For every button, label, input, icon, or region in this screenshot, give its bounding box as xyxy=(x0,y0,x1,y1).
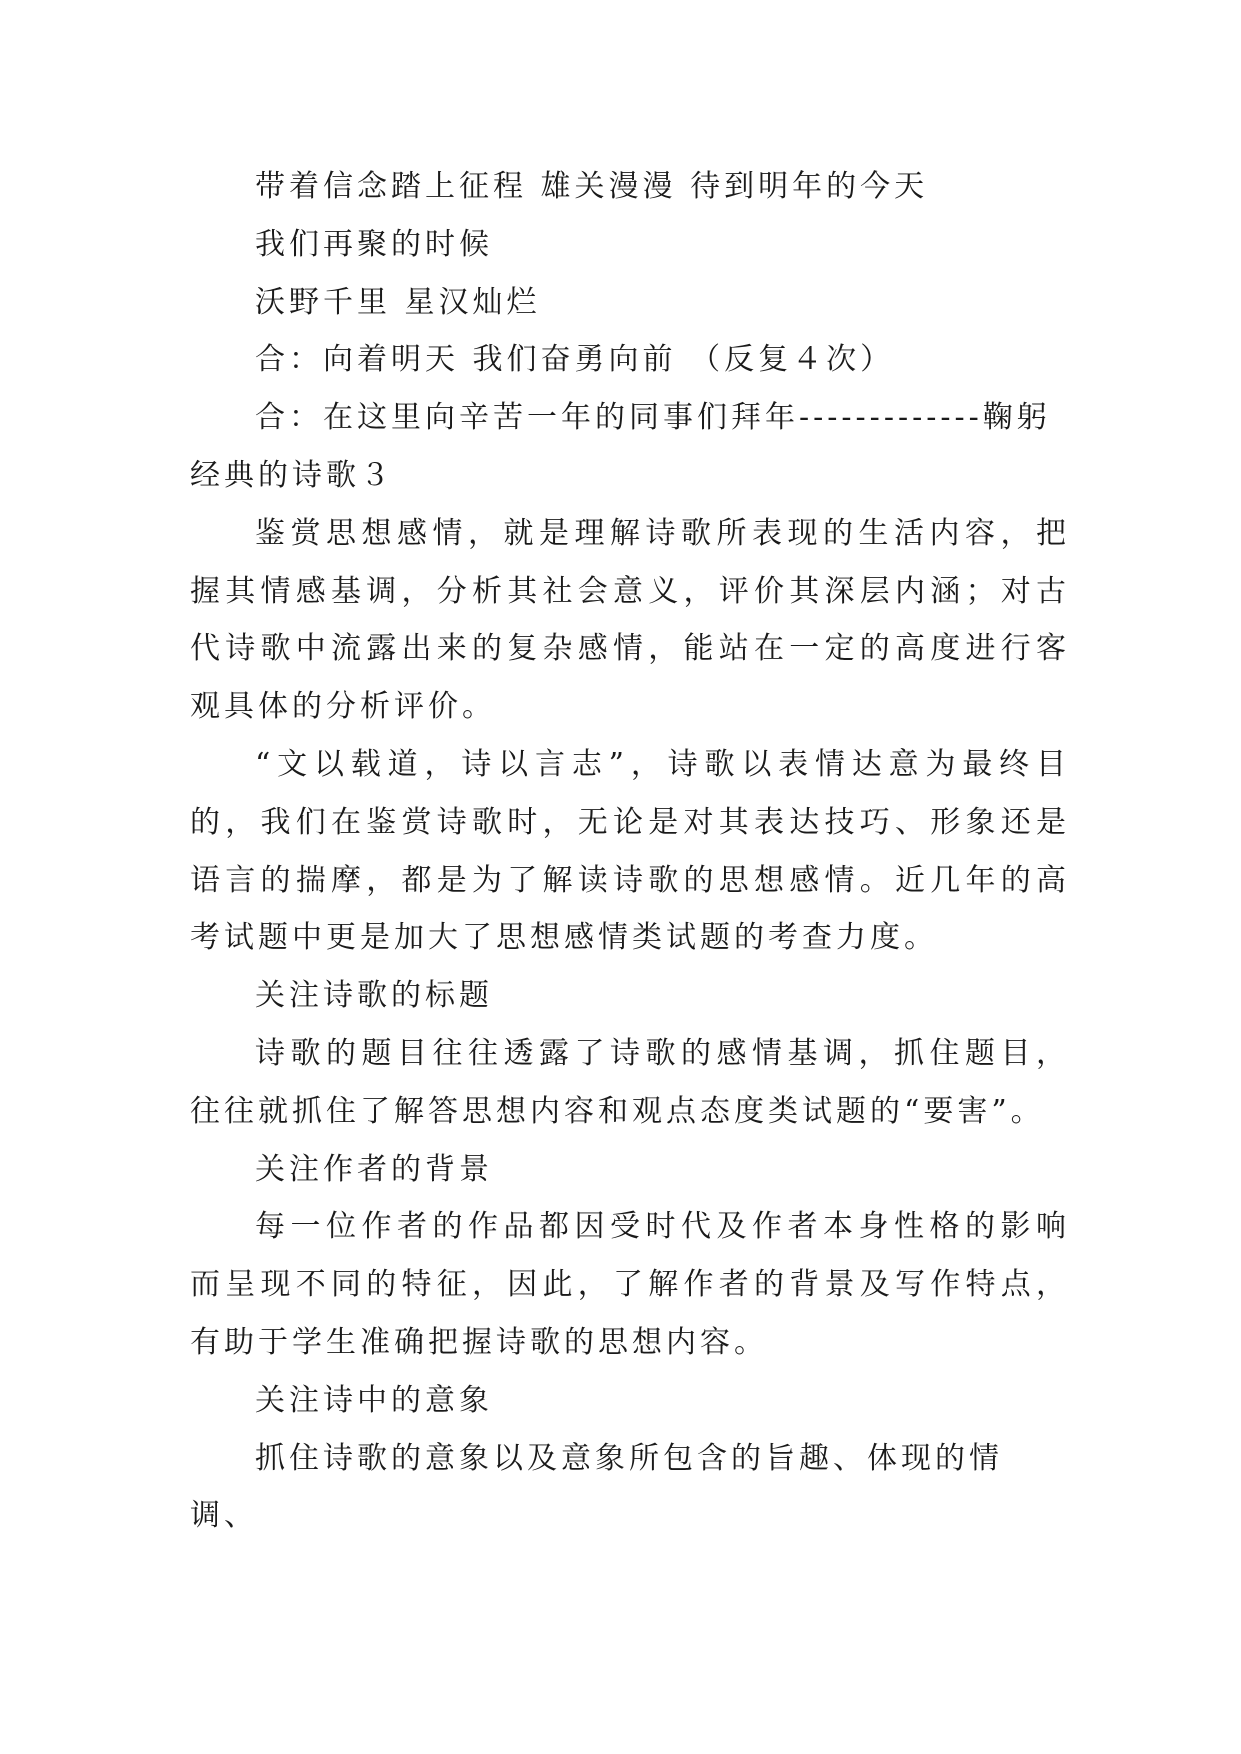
paragraph: 鉴赏思想感情，就是理解诗歌所表现的生活内容，把握其情感基调，分析其社会意义，评价其深层内涵；对古代诗歌中流露出来的复杂感情，能站在一定的高度进行客观具体的分析评价。 xyxy=(190,515,1070,725)
poem-line: 合：在这里向辛苦一年的同事们拜年-------------鞠躬 xyxy=(255,400,1051,436)
subheading: 关注诗中的意象 xyxy=(255,1382,493,1418)
poem-line: 带着信念踏上征程 雄关漫漫 待到明年的今天 xyxy=(255,169,929,204)
paragraph: “文以载道，诗以言志”，诗歌以表情达意为最终目的，我们在鉴赏诗歌时，无论是对其表达技巧、形象还是语言的揣摩，都是为了解读诗歌的思想感情。近几年的高考试题中更是加大了思想感情类试题的考查力度。 xyxy=(190,746,1070,956)
poem-line: 合：向着明天 我们奋勇向前 （反复４次） xyxy=(255,342,895,378)
poem-line: 沃野千里 星汉灿烂 xyxy=(255,284,541,320)
document-body xyxy=(190,158,1070,1545)
poem-line: 我们再聚的时候 xyxy=(255,226,493,262)
subheading: 关注作者的背景 xyxy=(255,1151,493,1187)
paragraph: 诗歌的题目往往透露了诗歌的感情基调，抓住题目，往往就抓住了解答思想内容和观点态度类试题的“要害”。 xyxy=(190,1035,1070,1129)
subheading: 关注诗歌的标题 xyxy=(255,978,493,1014)
paragraph: 抓住诗歌的意象以及意象所包含的旨趣、体现的情调、 xyxy=(190,1440,1003,1534)
paragraph: 每一位作者的作品都因受时代及作者本身性格的影响而呈现不同的特征，因此，了解作者的背景及写作特点，有助于学生准确把握诗歌的思想内容。 xyxy=(190,1209,1070,1360)
section-title: 经典的诗歌３ xyxy=(190,457,394,493)
